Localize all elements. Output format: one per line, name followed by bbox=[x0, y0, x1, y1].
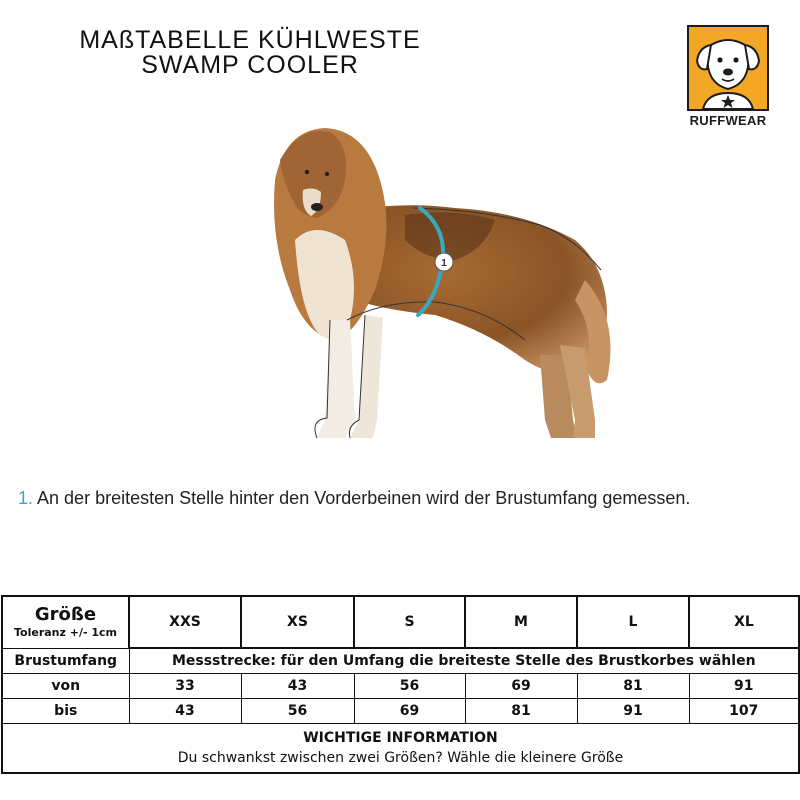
size-l: L bbox=[577, 596, 689, 648]
table-row-von bbox=[2, 674, 799, 699]
tolerance-label: Toleranz +/- 1cm bbox=[13, 626, 117, 640]
table-cell: 69 bbox=[465, 674, 577, 699]
size-s: S bbox=[354, 596, 465, 648]
table-cell: 69 bbox=[354, 699, 465, 724]
table-row-bis bbox=[2, 699, 799, 724]
table-cell: 33 bbox=[129, 674, 241, 699]
info-cell bbox=[2, 724, 799, 774]
info-title: WICHTIGE INFORMATION bbox=[303, 730, 498, 746]
instruction-number: 1. bbox=[18, 488, 34, 508]
size-m: M bbox=[465, 596, 577, 648]
table-cell: 81 bbox=[465, 699, 577, 724]
table-cell: 91 bbox=[689, 674, 799, 699]
size-table bbox=[1, 595, 800, 774]
ruffwear-logo bbox=[683, 25, 773, 135]
chest-label: Brustumfang bbox=[2, 648, 129, 674]
size-xl: XL bbox=[689, 596, 799, 648]
measure-instruction bbox=[18, 488, 798, 509]
page-title bbox=[60, 28, 440, 78]
measure-marker-label: 1 bbox=[441, 258, 447, 269]
info-row bbox=[2, 724, 799, 774]
size-xs: XS bbox=[241, 596, 354, 648]
logo-brand-text: RUFFWEAR bbox=[689, 113, 767, 128]
table-cell: 43 bbox=[129, 699, 241, 724]
row-label-von: von bbox=[2, 674, 129, 699]
table-cell: 43 bbox=[241, 674, 354, 699]
table-cell: 107 bbox=[689, 699, 799, 724]
table-cell: 56 bbox=[354, 674, 465, 699]
size-xxs: XXS bbox=[129, 596, 241, 648]
dog-illustration bbox=[255, 120, 625, 450]
chest-row bbox=[2, 648, 799, 674]
dog-face-icon bbox=[689, 27, 767, 109]
logo-badge bbox=[687, 25, 769, 111]
size-label-cell bbox=[2, 596, 129, 648]
info-text: Du schwankst zwischen zwei Größen? Wähle die kleinere Größe bbox=[177, 750, 624, 766]
table-cell: 56 bbox=[241, 699, 354, 724]
page-title-line2: SWAMP COOLER bbox=[141, 51, 359, 79]
table-cell: 81 bbox=[577, 674, 689, 699]
chest-note: Messstrecke: für den Umfang die breiteste Stelle des Brustkorbes wählen bbox=[129, 648, 799, 674]
table-cell: 91 bbox=[577, 699, 689, 724]
instruction-text: An der breitesten Stelle hinter den Vorderbeinen wird der Brustumfang gemessen. bbox=[37, 488, 691, 508]
row-label-bis: bis bbox=[2, 699, 129, 724]
size-header-row bbox=[2, 596, 799, 648]
page-title-line1: MAßTABELLE KÜHLWESTE bbox=[79, 26, 421, 54]
size-label: Größe bbox=[34, 604, 97, 626]
